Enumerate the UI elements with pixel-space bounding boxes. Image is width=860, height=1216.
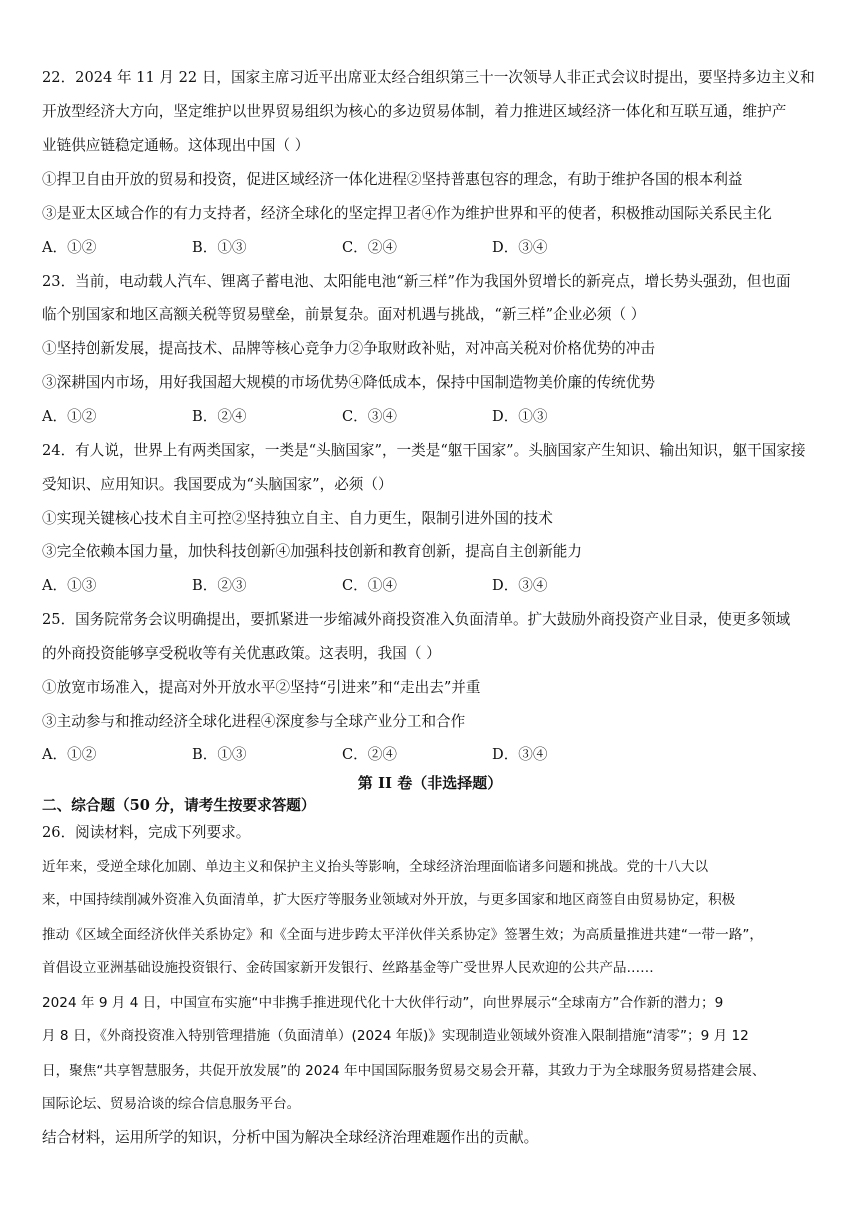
q26-material-line-4: 首倡设立亚洲基础设施投资银行、金砖国家新开发银行、丝路基金等广受世界人民欢迎的公共产品…… [42, 960, 654, 976]
q22-line-4: ①捍卫自由开放的贸易和投资，促进区域经济一体化进程②坚持普惠包容的理念，有助于维护各国的根本利益 [42, 171, 743, 188]
q22-line-3: 业链供应链稳定通畅。这体现出中国（ ） [42, 137, 310, 154]
q25-option-d: D．③④ [492, 746, 548, 763]
q25-line-3: ①放宽市场准入，提高对外开放水平②坚持“引进来”和“走出去”并重 [42, 679, 481, 696]
q23-option-c: C．③④ [342, 408, 397, 425]
q22-line-5: ③是亚太区域合作的有力支持者，经济全球化的坚定捍卫者④作为维护世界和平的使者，积极推动国际关系民主化 [42, 205, 772, 222]
q23-line-3: ①坚持创新发展，提高技术、品牌等核心竞争力②争取财政补贴，对冲高关税对价格优势的冲击 [42, 340, 655, 357]
q23-option-d: D．①③ [492, 408, 548, 425]
q22-option-a: A．①② [42, 239, 97, 256]
q25-line-2: 的外商投资能够享受税收等有关优惠政策。这表明，我国（ ） [42, 645, 441, 662]
q25-option-a: A．①② [42, 746, 97, 763]
q23-option-a: A．①② [42, 408, 97, 425]
q23-option-b: B．②④ [192, 408, 247, 425]
q24-line-3: ①实现关键核心技术自主可控②坚持独立自主、自力更生，限制引进外国的技术 [42, 510, 553, 527]
q26-material-line-5: 2024 年 9 月 4 日，中国宣布实施“中非携手推进现代化十大伙伴行动”，向世界展示“全球南方”合作新的潜力；9 [42, 995, 724, 1011]
q25-option-c: C．②④ [342, 746, 397, 763]
q26-material-line-3: 推动《区域全面经济伙伴关系协定》和《全面与进步跨太平洋伙伴关系协定》签署生效；为高质量推进共建“一带一路”， [42, 927, 763, 943]
q26-material-line-8: 国际论坛、贸易洽谈的综合信息服务平台。 [42, 1096, 301, 1112]
q22-line-1: 22．2024 年 11 月 22 日，国家主席习近平出席亚太经合组织第三十一次领导人非正式会议时提出，要坚持多边主义和 [42, 69, 815, 86]
q24-option-c: C．①④ [342, 577, 397, 594]
q22-option-b: B．①③ [192, 239, 247, 256]
q23-line-2: 临个别国家和地区高额关税等贸易壁垒，前景复杂。面对机遇与挑战，“新三样”企业必须（ ） [42, 306, 646, 323]
q24-line-1: 24．有人说，世界上有两类国家，一类是“头脑国家”，一类是“躯干国家”。头脑国家产生知识、输出知识，躯干国家接 [42, 442, 806, 459]
q24-line-2: 受知识、应用知识。我国要成为“头脑国家”，必须（） [42, 476, 393, 493]
q26-material-line-6: 月 8 日，《外商投资准入特别管理措施（负面清单）(2024 年版)》实现制造业领域外资准入限制措施“清零”；9 月 12 [42, 1028, 749, 1044]
q26-material-line-7: 日，聚焦“共享智慧服务，共促开放发展”的 2024 年中国国际服务贸易交易会开幕，其致力于为全球服务贸易搭建会展、 [42, 1063, 766, 1079]
q25-line-4: ③主动参与和推动经济全球化进程④深度参与全球产业分工和合作 [42, 713, 466, 730]
q22-option-c: C．②④ [342, 239, 397, 256]
q25-line-1: 25．国务院常务会议明确提出，要抓紧进一步缩减外商投资准入负面清单。扩大鼓励外商投资产业目录，使更多领域 [42, 611, 791, 628]
q26-task: 结合材料，运用所学的知识，分析中国为解决全球经济治理难题作出的贡献。 [42, 1129, 539, 1146]
q26-stem: 26．阅读材料，完成下列要求。 [42, 824, 251, 841]
q26-material-line-1: 近年来，受逆全球化加剧、单边主义和保护主义抬头等影响，全球经济治理面临诸多问题和挑战。党的十八大以 [42, 859, 709, 875]
q25-option-b: B．①③ [192, 746, 247, 763]
q24-option-a: A．①③ [42, 577, 97, 594]
q24-option-b: B．②③ [192, 577, 247, 594]
q23-line-1: 23．当前，电动载人汽车、锂离子蓄电池、太阳能电池“新三样”作为我国外贸增长的新亮点，增长势头强劲，但也面 [42, 273, 791, 290]
part2-title: 第 II 卷（非选择题） [357, 774, 503, 792]
q22-line-2: 开放型经济大方向，坚定维护以世界贸易组织为核心的多边贸易体制，着力推进区域经济一体化和互联互通，维护产 [42, 103, 787, 120]
q26-material-line-2: 来，中国持续削减外资准入负面清单，扩大医疗等服务业领域对外开放，与更多国家和地区商签自由贸易协定，积极 [42, 892, 736, 908]
section2-heading: 二、综合题（50 分，请考生按要求答题） [42, 797, 316, 814]
q23-line-4: ③深耕国内市场，用好我国超大规模的市场优势④降低成本，保持中国制造物美价廉的传统优势 [42, 374, 655, 391]
q22-option-d: D．③④ [492, 239, 548, 256]
q24-option-d: D．③④ [492, 577, 548, 594]
q24-line-4: ③完全依赖本国力量，加快科技创新④加强科技创新和教育创新，提高自主创新能力 [42, 543, 582, 560]
